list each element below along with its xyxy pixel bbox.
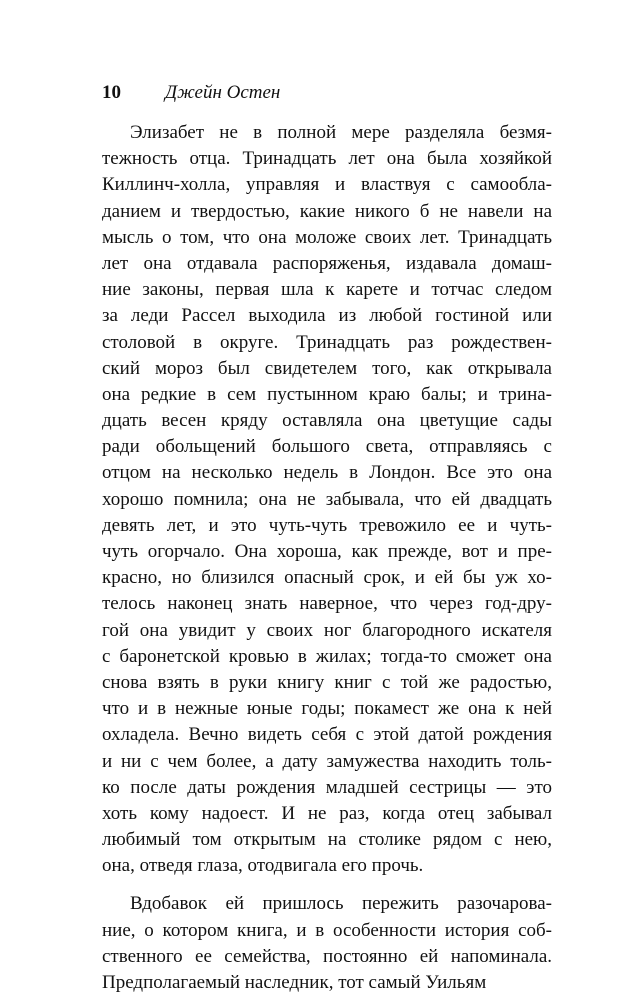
text-line: хоть кому надоест. И не раз, когда отец забывал (102, 802, 552, 824)
text-line: Элизабет не в полной мере разделяла безмя- (130, 122, 552, 143)
text-line: телось наконец знать наверное, что через год-дру- (102, 593, 552, 615)
running-head-author: Джейн Остен (165, 82, 281, 103)
text-line: ради обольщений большого света, отправляясь с (102, 436, 552, 458)
text-line: лет она отдавала распоряженья, издавала домаш- (102, 252, 552, 274)
text-line: любимый том открытым на столике рядом с нею, (102, 829, 552, 851)
text-line: данием и твердостью, какие никого б не навели на (102, 200, 552, 222)
text-line: Киллинч-холла, управляя и властвуя с самообла- (102, 174, 552, 196)
body-text (102, 120, 552, 996)
text-line: Вдобавок ей пришлось пережить разочарова- (130, 893, 552, 915)
page-number: 10 (102, 82, 121, 103)
text-line: охладела. Вечно видеть себя с этой датой рождения (102, 724, 552, 746)
text-line: Предполагаемый наследник, тот самый Уильям (102, 972, 487, 993)
running-head (102, 78, 552, 108)
paragraph (102, 891, 552, 996)
text-line: ственного ее семейства, постоянно ей напоминала. (102, 945, 552, 967)
text-line: тежность отца. Тринадцать лет она была хозяйкой (102, 148, 552, 170)
text-line: ко после даты рождения младшей сестрицы — это (102, 776, 552, 798)
paragraph (102, 120, 552, 879)
text-line: девять лет, и это чуть-чуть тревожило ее и чуть- (102, 514, 552, 536)
text-line: что и в нежные юные годы; покамест же она к ней (102, 698, 552, 720)
text-line: мысль о том, что она моложе своих лет. Тринадцать (102, 226, 552, 248)
text-line: столовой в округе. Тринадцать раз рождествен- (102, 331, 552, 353)
text-line: она, отведя глаза, отодвигала его прочь. (102, 855, 424, 877)
text-line: хорошо помнила; она не забывала, что ей двадцать (102, 488, 552, 510)
text-line: отцом на несколько недель в Лондон. Все это она (102, 462, 552, 484)
text-line: снова взять в руки книгу книг с той же радостью, (102, 671, 552, 693)
text-line: красно, но близился опасный срок, и ей бы уж хо- (102, 567, 552, 589)
book-page (102, 78, 552, 996)
text-line: ние, о котором книга, и в особенности история соб- (102, 919, 552, 941)
text-line: с баронетской кровью в жилах; тогда-то сможет она (102, 645, 552, 667)
text-line: за леди Рассел выходила из любой гостиной или (102, 305, 552, 327)
paragraph-gap (102, 879, 552, 891)
text-line: ский мороз был свидетелем того, как открывала (102, 357, 552, 379)
text-line: чуть огорчало. Она хороша, как прежде, вот и пре- (102, 541, 552, 562)
text-line: дцать весен кряду оставляла она цветущие сады (102, 410, 552, 432)
text-line: ние законы, первая шла к карете и тотчас следом (102, 279, 552, 301)
text-line: гой она увидит у своих ног благородного искателя (102, 619, 552, 641)
text-line: и ни с чем более, а дату замужества находить толь- (102, 750, 552, 772)
text-line: она редкие в сем пустынном краю балы; и трина- (102, 383, 552, 405)
